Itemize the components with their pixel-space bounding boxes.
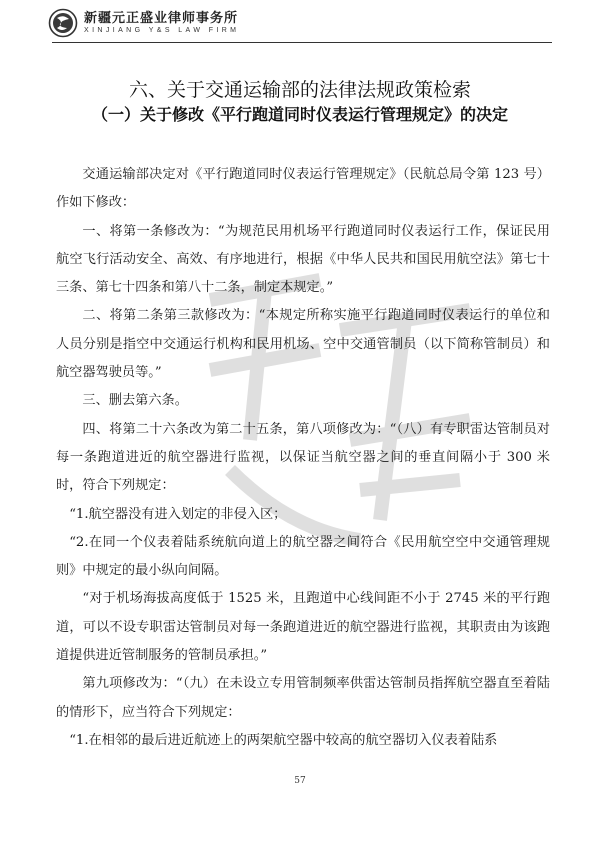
- firm-logo-icon: [48, 8, 78, 38]
- body-paragraph: 三、删去第六条。: [82, 393, 188, 409]
- page-number: 57: [294, 776, 306, 786]
- letterhead: [48, 6, 239, 40]
- firm-name-en: XINJIANG Y&S LAW FIRM: [84, 26, 240, 34]
- body-paragraph: “对于机场海拔高度低于 1525 米，且跑道中心线间距不小于 2745 米的平行跑道，可以不设专职雷达管制员对每一条跑道进近的航空器进行监视，其职责由为该跑道提供进近管制服务的管制员承担。”: [56, 591, 550, 664]
- body-paragraph: 一、将第一条修改为：“为规范民用机场平行跑道同时仪表运行工作，保证民用航空飞行活动安全、高效、有序地进行，根据《中华人民共和国民用航空法》第七十三条、第七十四条和第八十二条，制定本规定。”: [56, 223, 550, 296]
- body-paragraph: 交通运输部决定对《平行跑道同时仪表运行管理规定》（民航总局令第 123 号）作如下修改：: [56, 167, 550, 211]
- body-paragraph: “2.在同一个仪表着陆系统航向道上的航空器之间符合《民用航空空中交通管理规则》中规定的最小纵向间隔。: [56, 534, 550, 579]
- body-paragraph: 四、将第二十六条改为第二十五条，第八项修改为：“（八）有专职雷达管制员对每一条跑道进近的航空器进行监视，以保证当航空器之间的垂直间隔小于 300 米时，符合下列规定：: [56, 421, 550, 494]
- firm-name-cn: 新疆元正盛业律师事务所: [84, 10, 239, 26]
- document-body: [56, 161, 550, 755]
- body-paragraph: 二、将第二条第三款修改为：“本规定所称实施平行跑道同时仪表运行的单位和人员分别是指空中交通运行机构和民用机场、空中交通管制员（以下简称管制员）和航空器驾驶员等。”: [56, 308, 550, 381]
- body-paragraph: “1.航空器没有进入划定的非侵入区；: [69, 506, 287, 522]
- firm-name-block: [84, 11, 239, 36]
- header-divider: [52, 42, 552, 43]
- body-paragraph: “1.在相邻的最后进近航迹上的两架航空器中较高的航空器切入仪表着陆系: [69, 732, 498, 748]
- body-paragraph: 第九项修改为：“（九）在未设立专用管制频率供雷达管制员指挥航空器直至着陆的情形下，应当符合下列规定：: [56, 676, 550, 720]
- section-title: 六、关于交通运输部的法律法规政策检索: [128, 79, 471, 101]
- section-subtitle: （一）关于修改《平行跑道同时仪表运行管理规定》的决定: [91, 105, 508, 124]
